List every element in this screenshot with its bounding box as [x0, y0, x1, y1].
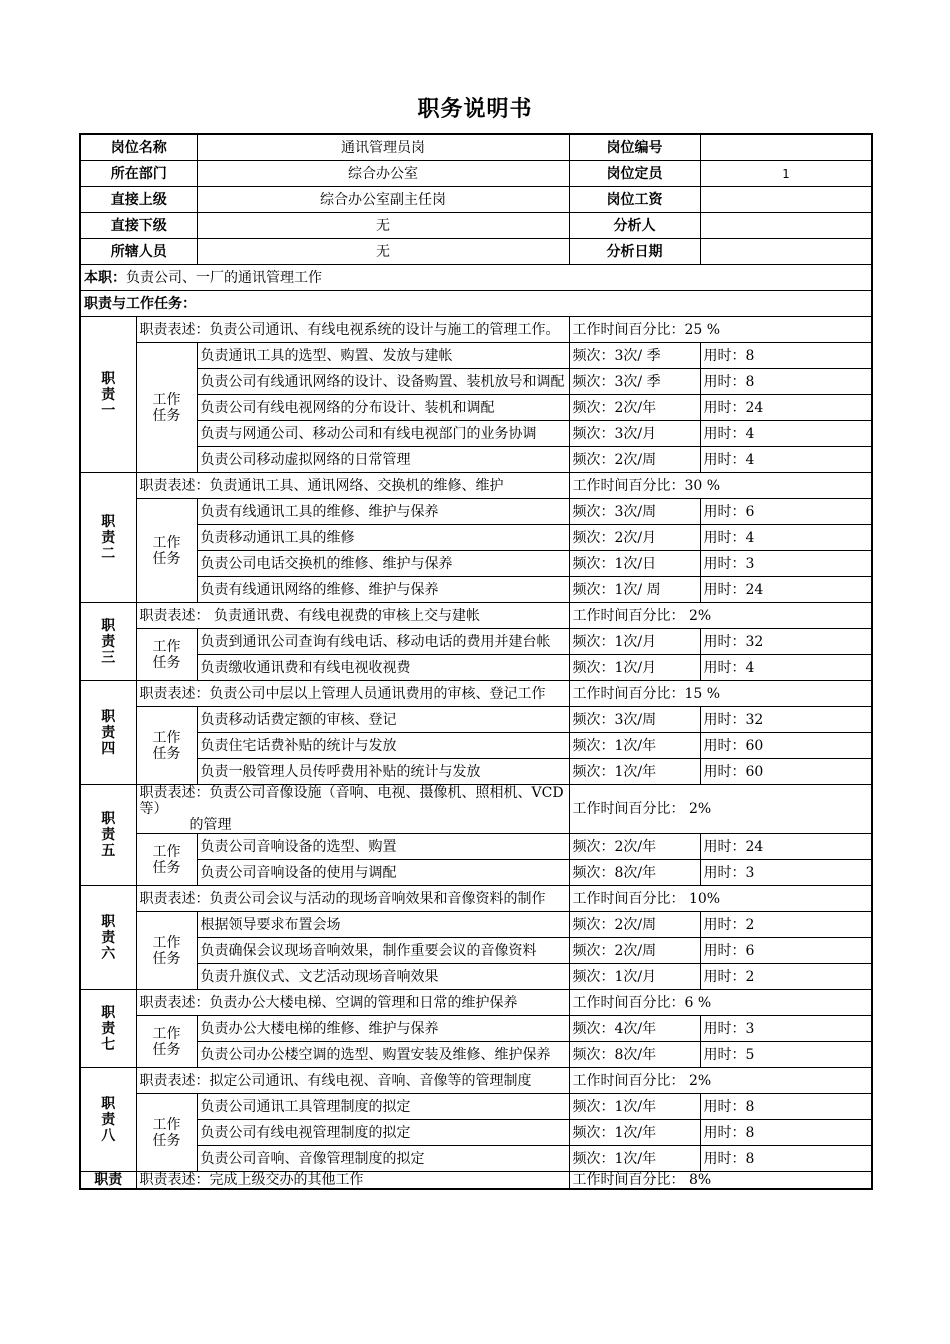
duty-name — [80, 990, 136, 1068]
duty-description-line: 的管理 — [189, 817, 232, 833]
task-text: 负责移动话费定额的审核、登记 — [197, 707, 569, 733]
task-row — [80, 629, 872, 655]
task-duration: 用时：32 — [700, 707, 872, 733]
task-text: 负责有线通讯网络的维修、维护与保养 — [197, 577, 569, 603]
task-label — [136, 499, 197, 603]
duty-name-char: 三 — [101, 649, 116, 666]
task-label-line: 工作 — [152, 1116, 181, 1133]
field-label: 所在部门 — [80, 161, 197, 187]
duty-description-line: 职责表述：负责公司音像设施（音响、电视、摄像机、照相机、VCD等） — [139, 785, 564, 817]
time-percentage: 工作时间百分比：30 % — [569, 473, 872, 499]
task-duration: 用时：4 — [700, 525, 872, 551]
task-duration: 用时：2 — [700, 912, 872, 938]
time-percentage: 工作时间百分比： 8% — [569, 1172, 872, 1190]
duty-desc-row — [80, 603, 872, 629]
task-text: 负责通讯工具的选型、购置、发放与建帐 — [197, 343, 569, 369]
field-label: 分析人 — [569, 213, 700, 239]
task-row — [80, 447, 872, 473]
task-row — [80, 1094, 872, 1120]
task-frequency: 频次：3次/月 — [569, 421, 700, 447]
task-text: 负责确保会议现场音响效果，制作重要会议的音像资料 — [197, 938, 569, 964]
task-label-line: 工作 — [152, 534, 181, 551]
task-duration: 用时：8 — [700, 343, 872, 369]
task-frequency: 频次：3次/ 季 — [569, 369, 700, 395]
task-duration: 用时：8 — [700, 369, 872, 395]
task-frequency: 频次：1次/日 — [569, 551, 700, 577]
task-text: 负责公司有线电视管理制度的拟定 — [197, 1120, 569, 1146]
duties-label-row — [80, 291, 872, 317]
task-text: 负责公司办公楼空调的选型、购置安装及维修、维护保养 — [197, 1042, 569, 1068]
duty-name-char: 责 — [101, 386, 116, 403]
task-frequency: 频次：4次/年 — [569, 1016, 700, 1042]
task-frequency: 频次：8次/年 — [569, 1042, 700, 1068]
task-label-line: 任务 — [152, 950, 181, 967]
duty-desc-row — [80, 990, 872, 1016]
task-duration: 用时：60 — [700, 733, 872, 759]
task-duration: 用时：5 — [700, 1042, 872, 1068]
task-row — [80, 1016, 872, 1042]
duty-desc-row — [80, 785, 872, 834]
duty-name: 职责 — [80, 1172, 136, 1190]
task-frequency: 频次：1次/年 — [569, 1120, 700, 1146]
duty-name-char: 职 — [101, 811, 116, 827]
task-label-line: 任务 — [152, 859, 181, 876]
task-frequency: 频次：2次/周 — [569, 912, 700, 938]
task-text: 负责升旗仪式、文艺活动现场音响效果 — [197, 964, 569, 990]
task-frequency: 频次：1次/ 周 — [569, 577, 700, 603]
duty-name-char: 八 — [101, 1127, 116, 1144]
field-label: 岗位工资 — [569, 187, 700, 213]
task-text: 负责一般管理人员传呼费用补贴的统计与发放 — [197, 759, 569, 785]
field-value — [700, 187, 872, 213]
field-value — [700, 213, 872, 239]
task-text: 负责公司音响设备的选型、购置 — [197, 834, 569, 860]
duty-description: 职责表述：负责办公大楼电梯、空调的管理和日常的维护保养 — [136, 990, 569, 1016]
field-value: 通讯管理员岗 — [197, 134, 569, 161]
task-text: 负责到通讯公司查询有线电话、移动电话的费用并建台帐 — [197, 629, 569, 655]
duty-description: 职责表述：负责公司中层以上管理人员通讯费用的审核、登记工作 — [136, 681, 569, 707]
task-duration: 用时：4 — [700, 421, 872, 447]
task-label — [136, 343, 197, 473]
field-label: 直接下级 — [80, 213, 197, 239]
duty-name-char: 职 — [101, 617, 116, 634]
field-value: 无 — [197, 239, 569, 265]
page-title: 职务说明书 — [417, 97, 533, 122]
time-percentage: 工作时间百分比：15 % — [569, 681, 872, 707]
task-duration: 用时：32 — [700, 629, 872, 655]
time-percentage: 工作时间百分比：25 % — [569, 317, 872, 343]
task-row — [80, 577, 872, 603]
header-row — [80, 134, 872, 161]
duty-desc-row — [80, 886, 872, 912]
task-row — [80, 1120, 872, 1146]
task-duration: 用时：6 — [700, 499, 872, 525]
field-label: 岗位定员 — [569, 161, 700, 187]
duty-name — [80, 473, 136, 603]
task-text: 负责移动通讯工具的维修 — [197, 525, 569, 551]
duty-desc-row — [80, 473, 872, 499]
task-text: 负责公司通讯工具管理制度的拟定 — [197, 1094, 569, 1120]
role-cell — [80, 265, 872, 291]
task-frequency: 频次：3次/周 — [569, 707, 700, 733]
role-row — [80, 265, 872, 291]
duty-name — [80, 785, 136, 886]
field-value — [700, 239, 872, 265]
role-label: 本职： — [84, 269, 126, 286]
duty-name-char: 责 — [101, 929, 116, 946]
task-row — [80, 733, 872, 759]
task-duration: 用时：3 — [700, 551, 872, 577]
duty-description: 职责表述：完成上级交办的其他工作 — [136, 1172, 569, 1190]
task-text: 根据领导要求布置会场 — [197, 912, 569, 938]
task-row — [80, 707, 872, 733]
task-label — [136, 1016, 197, 1068]
duty-name-char: 一 — [101, 402, 116, 419]
task-duration: 用时：60 — [700, 759, 872, 785]
duty-name — [80, 317, 136, 473]
duty-name-char: 四 — [101, 740, 116, 757]
task-row — [80, 655, 872, 681]
task-text: 负责缴收通讯费和有线电视收视费 — [197, 655, 569, 681]
task-label-line: 工作 — [152, 391, 181, 408]
task-frequency: 频次：3次/周 — [569, 499, 700, 525]
duty-name-char: 五 — [101, 843, 116, 859]
duty-name-char: 责 — [101, 1111, 116, 1128]
task-text: 负责公司移动虚拟网络的日常管理 — [197, 447, 569, 473]
task-label-line: 任务 — [152, 1041, 181, 1058]
duty-name-char: 职 — [101, 370, 116, 387]
task-row — [80, 343, 872, 369]
header-row — [80, 213, 872, 239]
task-row — [80, 499, 872, 525]
task-text: 负责公司音响设备的使用与调配 — [197, 860, 569, 886]
field-label: 分析日期 — [569, 239, 700, 265]
task-duration: 用时：8 — [700, 1094, 872, 1120]
task-label-line: 任务 — [152, 654, 181, 671]
task-duration: 用时：8 — [700, 1120, 872, 1146]
duty-name-char: 责 — [101, 827, 116, 843]
task-row — [80, 1146, 872, 1172]
duties-label: 职责与工作任务： — [80, 291, 872, 317]
task-frequency: 频次：2次/月 — [569, 525, 700, 551]
task-frequency: 频次：2次/周 — [569, 447, 700, 473]
task-frequency: 频次：1次/月 — [569, 964, 700, 990]
task-frequency: 频次：1次/月 — [569, 655, 700, 681]
task-text: 负责有线通讯工具的维修、维护与保养 — [197, 499, 569, 525]
task-row — [80, 759, 872, 785]
task-frequency: 频次：1次/年 — [569, 1146, 700, 1172]
task-frequency: 频次：1次/年 — [569, 759, 700, 785]
task-row — [80, 1042, 872, 1068]
duty-name-char: 二 — [101, 545, 116, 562]
time-percentage: 工作时间百分比： 2% — [569, 1068, 872, 1094]
duty-desc-row-last — [80, 1172, 872, 1190]
task-row — [80, 421, 872, 447]
task-row — [80, 834, 872, 860]
task-label-line: 工作 — [152, 638, 181, 655]
task-frequency: 频次：2次/年 — [569, 395, 700, 421]
duty-name-char: 职 — [101, 708, 116, 725]
task-label-line: 任务 — [152, 745, 181, 762]
task-frequency: 频次：1次/年 — [569, 1094, 700, 1120]
task-duration: 用时：24 — [700, 577, 872, 603]
task-duration: 用时：2 — [700, 964, 872, 990]
field-value — [700, 134, 872, 161]
duty-name — [80, 1068, 136, 1172]
duty-name-char: 职 — [101, 913, 116, 930]
task-label — [136, 834, 197, 886]
time-percentage: 工作时间百分比： 10% — [569, 886, 872, 912]
duty-name-char: 责 — [101, 1020, 116, 1037]
duty-name-char: 职 — [101, 513, 116, 530]
field-label: 直接上级 — [80, 187, 197, 213]
task-text: 负责公司电话交换机的维修、维护与保养 — [197, 551, 569, 577]
time-percentage: 工作时间百分比： 2% — [569, 603, 872, 629]
task-duration: 用时：3 — [700, 860, 872, 886]
role-text: 负责公司、一厂的通讯管理工作 — [126, 269, 322, 286]
task-label-line: 工作 — [152, 934, 181, 951]
task-text: 负责公司音响、音像管理制度的拟定 — [197, 1146, 569, 1172]
task-text: 负责公司有线通讯网络的设计、设备购置、装机放号和调配 — [197, 369, 569, 395]
duty-name-char: 职 — [101, 1004, 116, 1021]
duty-description: 职责表述：拟定公司通讯、有线电视、音响、音像等的管理制度 — [136, 1068, 569, 1094]
task-row — [80, 369, 872, 395]
header-row — [80, 161, 872, 187]
task-row — [80, 938, 872, 964]
field-value: 1 — [700, 161, 872, 187]
task-duration: 用时：3 — [700, 1016, 872, 1042]
task-frequency: 频次：1次/年 — [569, 733, 700, 759]
duty-name — [80, 603, 136, 681]
task-label-line: 工作 — [152, 1025, 181, 1042]
field-value: 无 — [197, 213, 569, 239]
duty-desc-row — [80, 681, 872, 707]
header-row — [80, 239, 872, 265]
task-duration: 用时：4 — [700, 447, 872, 473]
task-duration: 用时：6 — [700, 938, 872, 964]
task-duration: 用时：24 — [700, 395, 872, 421]
task-frequency: 频次：2次/年 — [569, 834, 700, 860]
task-text: 负责公司有线电视网络的分布设计、装机和调配 — [197, 395, 569, 421]
field-label: 所辖人员 — [80, 239, 197, 265]
task-text: 负责住宅话费补贴的统计与发放 — [197, 733, 569, 759]
task-label — [136, 1094, 197, 1172]
duty-name-char: 责 — [101, 724, 116, 741]
task-duration: 用时：24 — [700, 834, 872, 860]
task-row — [80, 912, 872, 938]
task-duration: 用时：8 — [700, 1146, 872, 1172]
task-row — [80, 525, 872, 551]
task-text: 负责办公大楼电梯的维修、维护与保养 — [197, 1016, 569, 1042]
task-label — [136, 707, 197, 785]
duty-name-char: 六 — [101, 945, 116, 962]
duty-description: 职责表述： 负责通讯费、有线电视费的审核上交与建帐 — [136, 603, 569, 629]
duty-description: 职责表述：负责公司会议与活动的现场音响效果和音像资料的制作 — [136, 886, 569, 912]
job-description-table — [79, 133, 873, 1190]
duty-name-char: 责 — [101, 529, 116, 546]
time-percentage: 工作时间百分比：6 % — [569, 990, 872, 1016]
task-text: 负责与网通公司、移动公司和有线电视部门的业务协调 — [197, 421, 569, 447]
task-row — [80, 395, 872, 421]
duty-description — [136, 785, 569, 834]
duty-name — [80, 886, 136, 990]
duty-description: 职责表述：负责公司通讯、有线电视系统的设计与施工的管理工作。 — [136, 317, 569, 343]
duty-name — [80, 681, 136, 785]
task-duration: 用时：4 — [700, 655, 872, 681]
duty-desc-row — [80, 1068, 872, 1094]
field-value: 综合办公室副主任岗 — [197, 187, 569, 213]
task-label-line: 工作 — [152, 843, 181, 860]
task-label — [136, 629, 197, 681]
task-label-line: 任务 — [152, 550, 181, 567]
duty-desc-row — [80, 317, 872, 343]
task-frequency: 频次：8次/年 — [569, 860, 700, 886]
duty-name-char: 职 — [101, 1095, 116, 1112]
task-row — [80, 860, 872, 886]
field-label: 岗位编号 — [569, 134, 700, 161]
task-frequency: 频次：2次/周 — [569, 938, 700, 964]
duty-name-char: 七 — [101, 1036, 116, 1053]
header-row — [80, 187, 872, 213]
task-row — [80, 551, 872, 577]
task-frequency: 频次：3次/ 季 — [569, 343, 700, 369]
task-label-line: 任务 — [152, 1132, 181, 1149]
task-row — [80, 964, 872, 990]
duty-name-char: 责 — [101, 633, 116, 650]
field-label: 岗位名称 — [80, 134, 197, 161]
task-label — [136, 912, 197, 990]
duty-description: 职责表述：负责通讯工具、通讯网络、交换机的维修、维护 — [136, 473, 569, 499]
task-label-line: 任务 — [152, 407, 181, 424]
task-frequency: 频次：1次/月 — [569, 629, 700, 655]
time-percentage: 工作时间百分比： 2% — [569, 785, 872, 834]
field-value: 综合办公室 — [197, 161, 569, 187]
task-label-line: 工作 — [152, 729, 181, 746]
